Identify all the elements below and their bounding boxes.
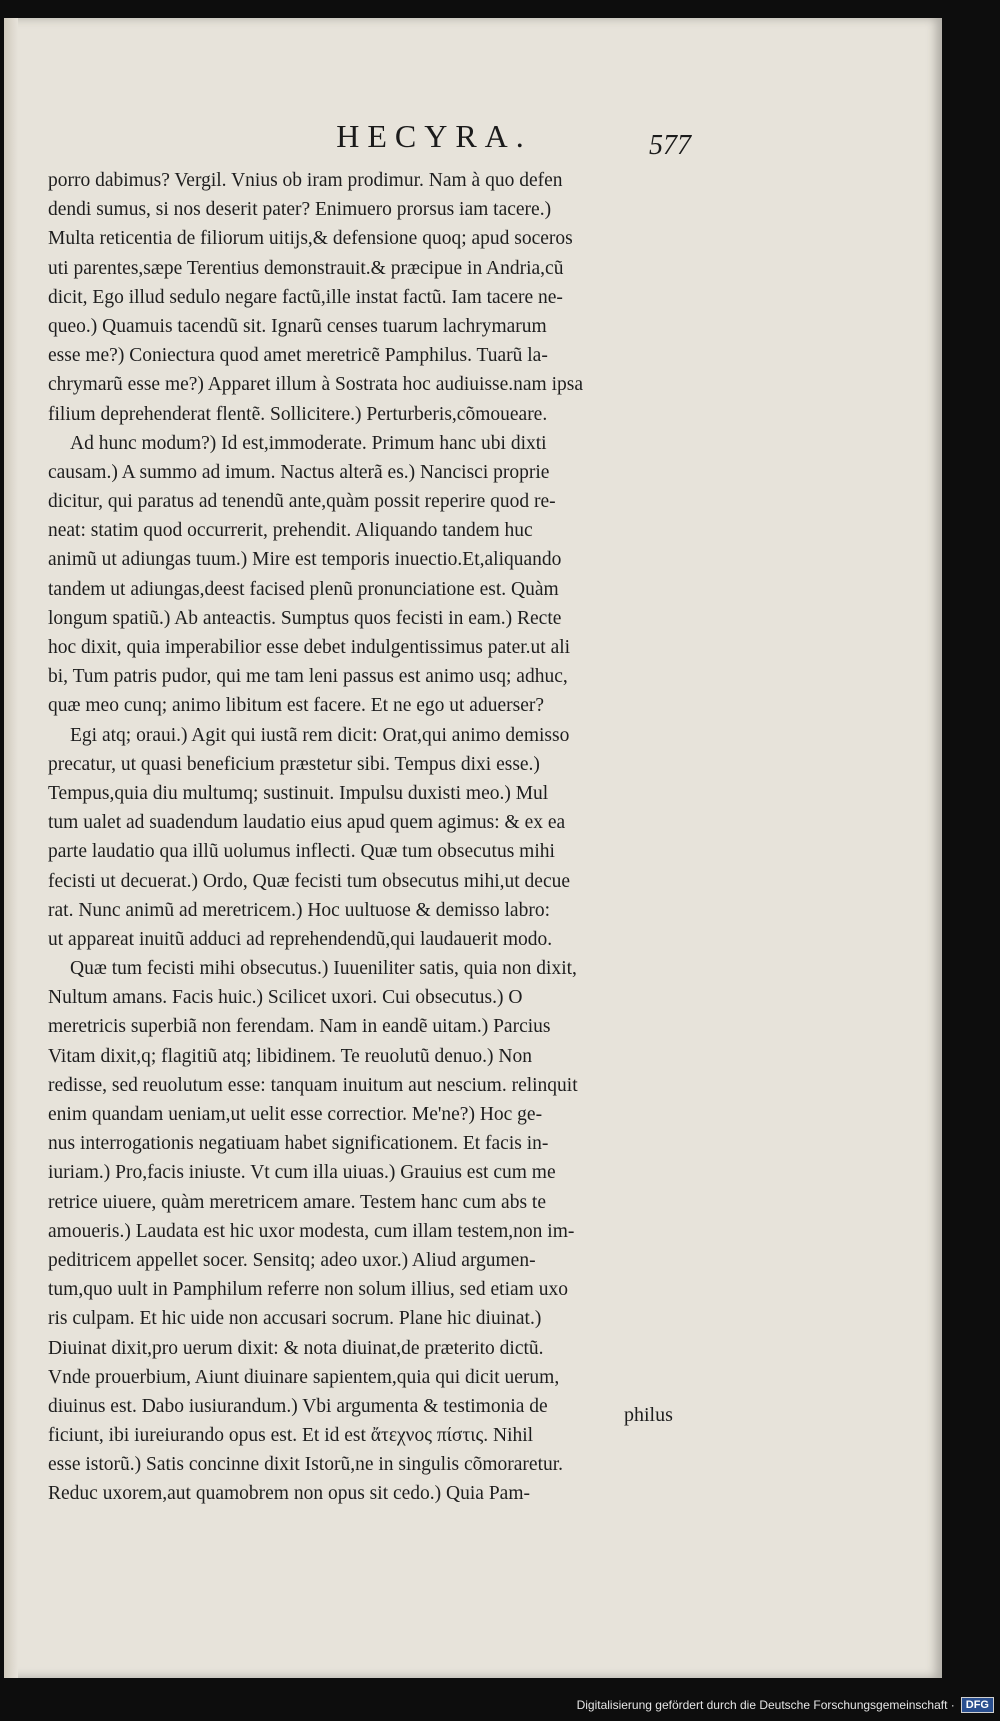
text-line: diuinus est. Dabo iusiurandum.) Vbi argumenta & testimonia de (48, 1395, 548, 1417)
text-line: neat: statim quod occurrerit, prehendit. Aliquando tandem huc (48, 520, 533, 542)
text-line: retrice uiuere, quàm meretricem amare. Testem hanc cum abs te (48, 1191, 546, 1213)
text-line: precatur, ut quasi beneficium præstetur sibi. Tempus dixi esse.) (48, 753, 540, 775)
text-line: hoc dixit, quia imperabilior esse debet indulgentissimus pater.ut ali (48, 637, 571, 658)
text-line: uti parentes,sæpe Terentius demonstrauit.& præcipue in Andria,cũ (48, 257, 564, 279)
text-line: ris culpam. Et hic uide non accusari socrum. Plane hic diuinat.) (48, 1308, 542, 1330)
text-line: Vnde prouerbium, Aiunt diuinare sapientem,quia qui dicit uerum, (48, 1366, 560, 1388)
text-line: Nultum amans. Facis huic.) Scilicet uxori. Cui obsecutus.) O (48, 987, 523, 1009)
text-line: Reduc uxorem,aut quamobrem non opus sit cedo.) Quia Pam- (48, 1483, 530, 1505)
text-line: Vitam dixit,q; flagitiũ atq; libidinem. Te reuolutũ denuo.) Non (48, 1045, 532, 1067)
text-line: esse me?) Coniectura quod amet meretricẽ Pamphilus. Tuarũ la- (48, 345, 548, 367)
catchword: philus (624, 1404, 673, 1426)
text-line: Egi atq; oraui.) Agit qui iustã rem dicit: Orat,qui animo demisso (70, 724, 570, 746)
text-line: Diuinat dixit,pro uerum dixit: & nota diuinat,de præterito dictũ. (48, 1337, 544, 1359)
text-line: filium deprehenderat flentẽ. Sollicitere.) Perturberis,cõmoueare. (48, 403, 548, 425)
text-line: bi, Tum patris pudor, qui me tam leni passus est animo usq; adhuc, (48, 666, 568, 688)
text-line: animũ ut adiungas tuum.) Mire est temporis inuectio.Et,aliquando (48, 549, 562, 571)
text-line: ut appareat inuitũ adduci ad reprehendendũ,qui laudauerit modo. (48, 928, 553, 950)
digitization-footer (577, 1695, 994, 1715)
text-line: rat. Nunc animũ ad meretricem.) Hoc uultuose & demisso labro: (48, 899, 550, 921)
text-line: queo.) Quamuis tacendũ sit. Ignarũ censes tuarum lachrymarum (48, 315, 547, 337)
dfg-logo: DFG (961, 1697, 994, 1713)
text-line: longum spatiũ.) Ab anteactis. Sumptus quos fecisti in eam.) Recte (48, 607, 562, 629)
book-page (4, 18, 942, 1678)
text-line: tum,quo uult in Pamphilum referre non solum illius, sed etiam uxo (48, 1279, 568, 1301)
commentary-text (48, 166, 688, 1509)
text-line: Quæ tum fecisti mihi obsecutus.) Iuueniliter satis, quia non dixit, (70, 958, 577, 980)
text-line: enim quandam ueniam,ut uelit esse correctior. Me'ne?) Hoc ge- (48, 1104, 543, 1125)
funding-notice: Digitalisierung gefördert durch die Deutsche Forschungsgemeinschaft · (576, 1698, 955, 1712)
text-line: redisse, sed reuolutum esse: tanquam inuitum aut nescium. relinquit (48, 1074, 578, 1096)
text-line: dicitur, qui paratus ad tenendũ ante,quàm possit reperire quod re- (48, 491, 556, 513)
text-line: Multa reticentia de filiorum uitijs,& defensione quoq; apud soceros (48, 228, 573, 250)
text-line: Tempus,quia diu multumq; sustinuit. Impulsu duxisti meo.) Mul (48, 782, 549, 804)
text-line: nus interrogationis negatiuam habet significationem. Et facis in- (48, 1133, 549, 1155)
running-title: HECYRA. (336, 118, 532, 154)
text-line: meretricis superbiã non ferendam. Nam in eandẽ uitam.) Parcius (48, 1016, 551, 1038)
text-line: Ad hunc modum?) Id est,immoderate. Primum hanc ubi dixti (70, 432, 547, 454)
text-line: iuriam.) Pro,facis iniuste. Vt cum illa uiuas.) Grauius est cum me (48, 1162, 556, 1184)
text-line: tum ualet ad suadendum laudatio eius apud quem agimus: & ex ea (48, 812, 566, 834)
page-gutter-shadow (4, 18, 18, 1678)
text-line: parte laudatio qua illũ uolumus inflecti. Quæ tum obsecutus mihi (48, 841, 555, 863)
text-line: esse istorũ.) Satis concinne dixit Istorũ,ne in singulis cõmoraretur. (48, 1454, 564, 1476)
text-line: dendi sumus, si nos deserit pater? Enimuero prorsus iam tacere.) (48, 199, 552, 221)
text-line: peditricem appellet socer. Sensitq; adeo uxor.) Aliud argumen- (48, 1249, 536, 1271)
text-line: tandem ut adiungas,deest facised plenũ pronunciatione est. Quàm (48, 578, 559, 600)
text-line: quæ meo cunq; animo libitum est facere. Et ne ego ut aduerser? (48, 695, 545, 717)
page-number: 577 (649, 130, 691, 161)
text-line: ficiunt, ibi iureiurando opus est. Et id est ἄτεχνος πίστις. Nihil (48, 1425, 534, 1447)
text-line: dicit, Ego illud sedulo negare factũ,ille instat factũ. Iam tacere ne- (48, 286, 563, 308)
text-line: fecisti ut decuerat.) Ordo, Quæ fecisti tum obsecutus mihi,ut decue (48, 870, 571, 892)
text-line: porro dabimus? Vergil. Vnius ob iram prodimur. Nam à quo defen (48, 170, 563, 191)
text-line: chrymarũ esse me?) Apparet illum à Sostrata hoc audiuisse.nam ipsa (48, 374, 584, 396)
text-line: amoueris.) Laudata est hic uxor modesta, cum illam testem,non im- (48, 1220, 575, 1242)
text-line: causam.) A summo ad imum. Nactus alterã es.) Nancisci proprie (48, 461, 550, 483)
